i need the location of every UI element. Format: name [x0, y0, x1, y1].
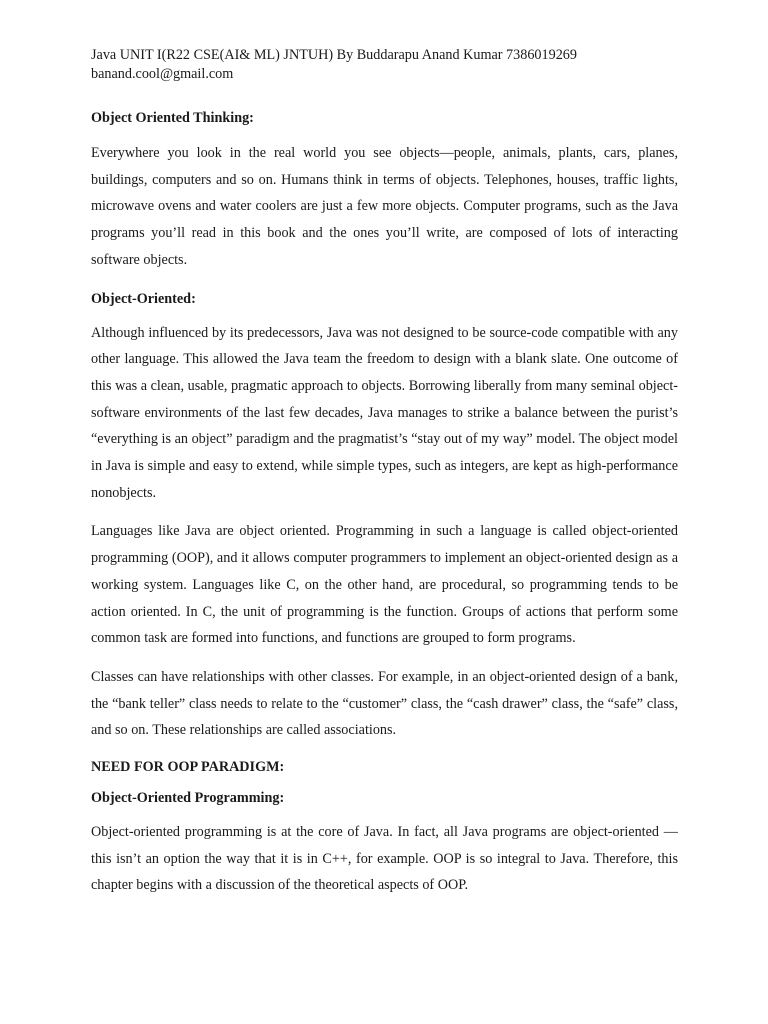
paragraph-class-relationships: Classes can have relationships with other classes. For example, in an object-oriented design of a bank, the “bank teller” class needs to relate to the “customer” class, the “cash drawer” class, the “safe” class, and so on. These relationships are called associations. — [91, 668, 678, 739]
page-header — [91, 46, 678, 84]
paragraph-object-oriented-programming: Object-oriented programming is at the core of Java. In fact, all Java programs are object-oriented —this isn’t an option the way that it is in C++, for example. OOP is so integral to Java. Therefore, this chapter begins with a discussion of the theoretical aspects of OOP. — [91, 824, 678, 894]
heading-object-oriented: Object-Oriented: — [91, 290, 196, 307]
paragraph-java-design: Although influenced by its predecessors, Java was not designed to be source-code compatible with any other language. This allowed the Java team the freedom to design with a blank slate. One outcome of this was a clean, usable, pragmatic approach to objects. Borrowing liberally from many seminal object-software environments of the last few decades, Java manages to strike a balance between the purist’s “everything is an object” paradigm and the pragmatist’s “stay out of my way” model. The object model in Java is simple and easy to extend, while simple types, such as integers, are kept as high-performance nonobjects. — [91, 324, 678, 501]
header-email: banand.cool@gmail.com — [91, 66, 234, 82]
paragraph-object-oriented-thinking: Everywhere you look in the real world you see objects—people, animals, plants, cars, planes, buildings, computers and so on. Humans think in terms of objects. Telephones, houses, traffic lights, microwave ovens and water coolers are just a few more objects. Computer programs, such as the Java programs you’ll read in this book and the ones you’ll write, are composed of lots of interacting software objects. — [91, 145, 678, 268]
heading-need-for-oop: NEED FOR OOP PARADIGM: — [91, 759, 285, 776]
heading-object-oriented-thinking: Object Oriented Thinking: — [91, 110, 254, 126]
heading-object-oriented-programming: Object-Oriented Programming: — [91, 790, 285, 807]
document-page — [91, 46, 678, 899]
header-title: Java UNIT I(R22 CSE(AI& ML) JNTUH) By Buddarapu Anand Kumar 7386019269 — [91, 47, 577, 63]
paragraph-oop-languages: Languages like Java are object oriented. Programming in such a language is called object-oriented programming (OOP), and it allows computer programmers to implement an object-oriented design as a working system. Languages like C, on the other hand, are procedural, so programming tends to be action oriented. In C, the unit of programming is the function. Groups of actions that perform some common task are formed into functions, and functions are grouped to form programs. — [91, 523, 678, 647]
